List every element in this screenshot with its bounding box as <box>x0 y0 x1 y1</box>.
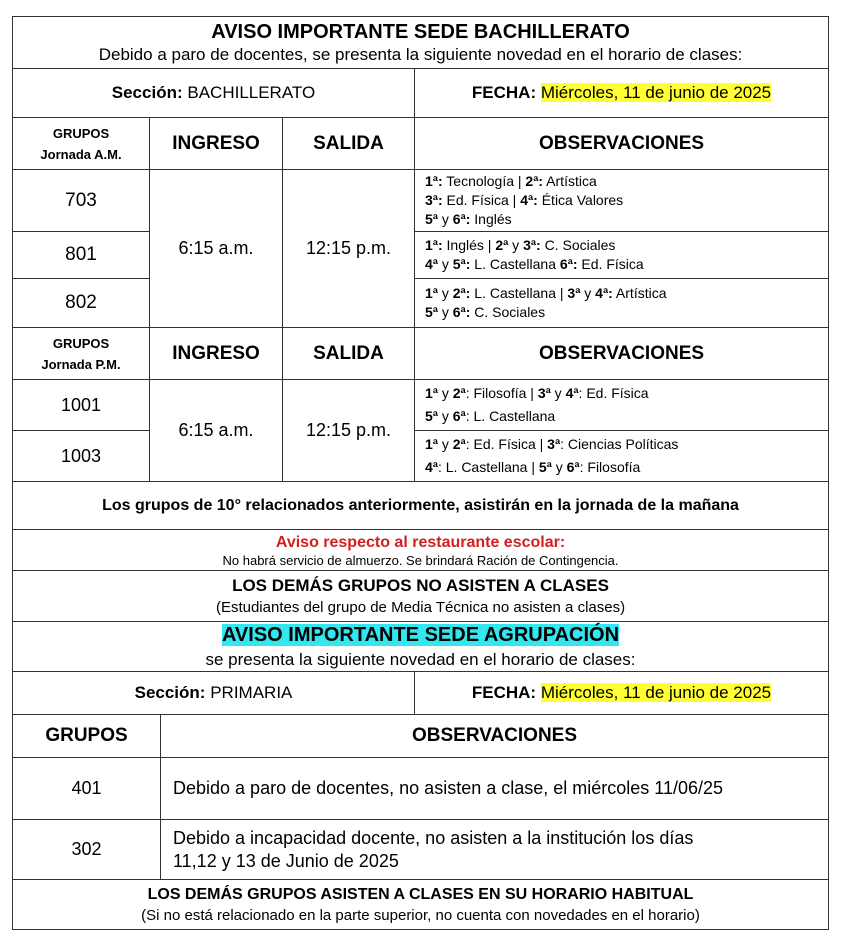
obs-subject-text: C. Sociales <box>540 237 616 253</box>
agrup-title: AVISO IMPORTANTE SEDE AGRUPACIÓN <box>221 623 620 646</box>
obs-period-marker: 3ª <box>537 385 551 401</box>
notice-document <box>12 16 828 930</box>
obs-period-marker: 6ª <box>452 408 466 424</box>
obs-401: Debido a paro de docentes, no asisten a clase, el miércoles 11/06/25 <box>161 758 829 820</box>
obs-period-marker: 3ª: <box>523 237 541 253</box>
obs-703 <box>415 170 829 232</box>
agrup-header-row <box>13 715 829 758</box>
obs-subject-text: : Ciencias Políticas <box>560 436 679 452</box>
table-row <box>13 170 829 232</box>
obs-line <box>425 255 818 274</box>
obs-subject-text: y <box>437 408 453 424</box>
group-401: 401 <box>13 758 161 820</box>
restaurant-row <box>13 530 829 571</box>
obs-subject-text: Ética Valores <box>537 192 624 208</box>
obs-period-marker: 4ª <box>425 459 438 475</box>
bach-section-row <box>13 69 829 118</box>
am-header-row <box>13 118 829 170</box>
obs-period-marker: 2ª: <box>525 173 544 189</box>
pm-ingreso-header: INGRESO <box>150 328 283 380</box>
am-ingreso-header: INGRESO <box>150 118 283 170</box>
obs-period-marker: 3ª: <box>425 192 443 208</box>
obs-subject-text: : Filosofía | <box>465 385 538 401</box>
agrup-subtitle: se presenta la siguiente novedad en el horario de clases: <box>205 649 636 669</box>
obs-1003 <box>415 431 829 482</box>
obs-period-marker: 4ª: <box>595 285 613 301</box>
table-row <box>13 232 829 279</box>
agrup-section-value: PRIMARIA <box>210 683 293 702</box>
obs-period-marker: 4ª <box>425 256 438 272</box>
obs-period-marker: 2ª <box>452 385 466 401</box>
obs-period-marker: 1ª <box>425 385 438 401</box>
bach-date-value: Miércoles, 11 de junio de 2025 <box>540 83 772 102</box>
obs-line <box>425 303 818 322</box>
agrup-obs-header: OBSERVACIONES <box>161 715 829 758</box>
obs-line <box>425 456 818 479</box>
group-801: 801 <box>13 232 150 279</box>
bach-section-value: BACHILLERATO <box>187 83 316 102</box>
obs-period-marker: 1ª <box>425 285 438 301</box>
others-row <box>13 571 829 622</box>
obs-subject-text: y <box>437 385 453 401</box>
agrupacion-table <box>12 621 829 930</box>
obs-line <box>425 191 818 210</box>
obs-subject-text: y <box>580 285 596 301</box>
obs-period-marker: 1ª: <box>425 237 443 253</box>
obs-subject-text: Artística <box>612 285 667 301</box>
group-302: 302 <box>13 820 161 880</box>
pm-groups-header-1: GRUPOS <box>52 335 110 351</box>
note-row <box>13 482 829 530</box>
obs-subject-text: y <box>437 285 453 301</box>
obs-period-marker: 4ª <box>565 385 579 401</box>
am-ingreso-time: 6:15 a.m. <box>150 170 283 328</box>
obs-period-marker: 4ª: <box>520 192 538 208</box>
obs-period-marker: 5ª <box>425 304 438 320</box>
obs-802 <box>415 279 829 328</box>
group-703: 703 <box>13 170 150 232</box>
pm-header-row <box>13 328 829 380</box>
agrup-title-row <box>13 622 829 672</box>
note-10-groups: Los grupos de 10° relacionados anteriormente, asistirán en la jornada de la mañana <box>13 482 829 530</box>
am-salida-time: 12:15 p.m. <box>283 170 415 328</box>
agrup-date-value: Miércoles, 11 de junio de 2025 <box>540 683 772 702</box>
group-1003: 1003 <box>13 431 150 482</box>
obs-subject-text: Artística <box>543 173 597 189</box>
obs-subject-text: Inglés <box>470 211 512 227</box>
obs-subject-text: Tecnología | <box>442 173 526 189</box>
obs-period-marker: 6ª: <box>452 211 471 227</box>
pm-groups-header-2: Jornada P.M. <box>41 356 121 372</box>
obs-period-marker: 3ª <box>547 436 561 452</box>
obs-period-marker: 5ª <box>538 459 552 475</box>
obs-subject-text: : L. Castellana <box>465 408 556 424</box>
bach-title: AVISO IMPORTANTE SEDE BACHILLERATO <box>211 20 630 43</box>
obs-line <box>425 210 818 229</box>
obs-302-line1: Debido a incapacidad docente, no asisten a la institución los días <box>173 827 694 848</box>
others-title: LOS DEMÁS GRUPOS NO ASISTEN A CLASES <box>232 576 609 595</box>
obs-period-marker: 1ª <box>425 436 438 452</box>
table-row <box>13 758 829 820</box>
bach-section-label: Sección: <box>111 83 183 102</box>
obs-line <box>425 172 818 191</box>
pm-salida-header: SALIDA <box>283 328 415 380</box>
restaurant-title: Aviso respecto al restaurante escolar: <box>275 533 566 551</box>
am-salida-header: SALIDA <box>283 118 415 170</box>
obs-subject-text: : Ed. Física <box>578 385 649 401</box>
agrup-footer-sub: (Si no está relacionado en la parte superior, no cuenta con novedades en el horario) <box>141 906 700 924</box>
bach-subtitle: Debido a paro de docentes, se presenta la siguiente novedad en el horario de clases: <box>98 44 743 64</box>
obs-subject-text: y <box>437 304 453 320</box>
am-groups-header-1: GRUPOS <box>52 125 110 141</box>
obs-period-marker: 6ª: <box>452 304 471 320</box>
agrup-date-label: FECHA: <box>471 683 537 702</box>
obs-302-line2: 11,12 y 13 de Junio de 2025 <box>173 850 399 871</box>
bachillerato-table <box>12 16 829 622</box>
obs-line <box>425 433 818 456</box>
obs-subject-text: : Filosofía <box>579 459 641 475</box>
obs-period-marker: 5ª <box>425 211 438 227</box>
table-row <box>13 820 829 880</box>
obs-subject-text: Ed. Física | <box>442 192 521 208</box>
obs-period-marker: 5ª: <box>452 256 471 272</box>
obs-line <box>425 405 818 428</box>
obs-period-marker: 2ª: <box>452 285 471 301</box>
am-obs-header: OBSERVACIONES <box>415 118 829 170</box>
obs-line <box>425 382 818 405</box>
obs-period-marker: 5ª <box>425 408 438 424</box>
obs-subject-text: y <box>550 385 566 401</box>
agrup-footer-title: LOS DEMÁS GRUPOS ASISTEN A CLASES EN SU HORARIO HABITUAL <box>147 885 694 903</box>
obs-subject-text: L. Castellana <box>470 256 560 272</box>
obs-period-marker: 3ª <box>567 285 581 301</box>
agrup-groups-header: GRUPOS <box>13 715 161 758</box>
obs-subject-text: Inglés | <box>442 237 496 253</box>
obs-period-marker: 2ª <box>495 237 509 253</box>
pm-salida-time: 12:15 p.m. <box>283 380 415 482</box>
obs-subject-text: y <box>508 237 524 253</box>
obs-subject-text: y <box>437 256 453 272</box>
restaurant-text: No habrá servicio de almuerzo. Se brindará Ración de Contingencia. <box>222 552 619 568</box>
obs-period-marker: 6ª <box>566 459 580 475</box>
obs-1001 <box>415 380 829 431</box>
obs-period-marker: 2ª <box>452 436 466 452</box>
group-802: 802 <box>13 279 150 328</box>
obs-period-marker: 6ª: <box>559 256 578 272</box>
obs-801 <box>415 232 829 279</box>
obs-subject-text: : L. Castellana | <box>437 459 539 475</box>
table-row <box>13 380 829 431</box>
obs-subject-text: L. Castellana | <box>470 285 568 301</box>
obs-subject-text: C. Sociales <box>470 304 546 320</box>
obs-line <box>425 236 818 255</box>
obs-subject-text: : Ed. Física | <box>465 436 548 452</box>
table-row <box>13 279 829 328</box>
group-1001: 1001 <box>13 380 150 431</box>
table-row <box>13 431 829 482</box>
agrup-section-label: Sección: <box>134 683 206 702</box>
obs-subject-text: y <box>551 459 567 475</box>
bach-title-row <box>13 17 829 69</box>
pm-obs-header: OBSERVACIONES <box>415 328 829 380</box>
obs-subject-text: y <box>437 436 453 452</box>
agrup-footer-row <box>13 880 829 930</box>
obs-line <box>425 284 818 303</box>
obs-period-marker: 1ª: <box>425 173 443 189</box>
obs-subject-text: Ed. Física <box>577 256 644 272</box>
pm-ingreso-time: 6:15 a.m. <box>150 380 283 482</box>
others-sub: (Estudiantes del grupo de Media Técnica no asisten a clases) <box>215 599 626 616</box>
bach-date-label: FECHA: <box>471 83 537 102</box>
agrup-section-row <box>13 672 829 715</box>
am-groups-header-2: Jornada A.M. <box>40 146 122 162</box>
obs-subject-text: y <box>437 211 453 227</box>
